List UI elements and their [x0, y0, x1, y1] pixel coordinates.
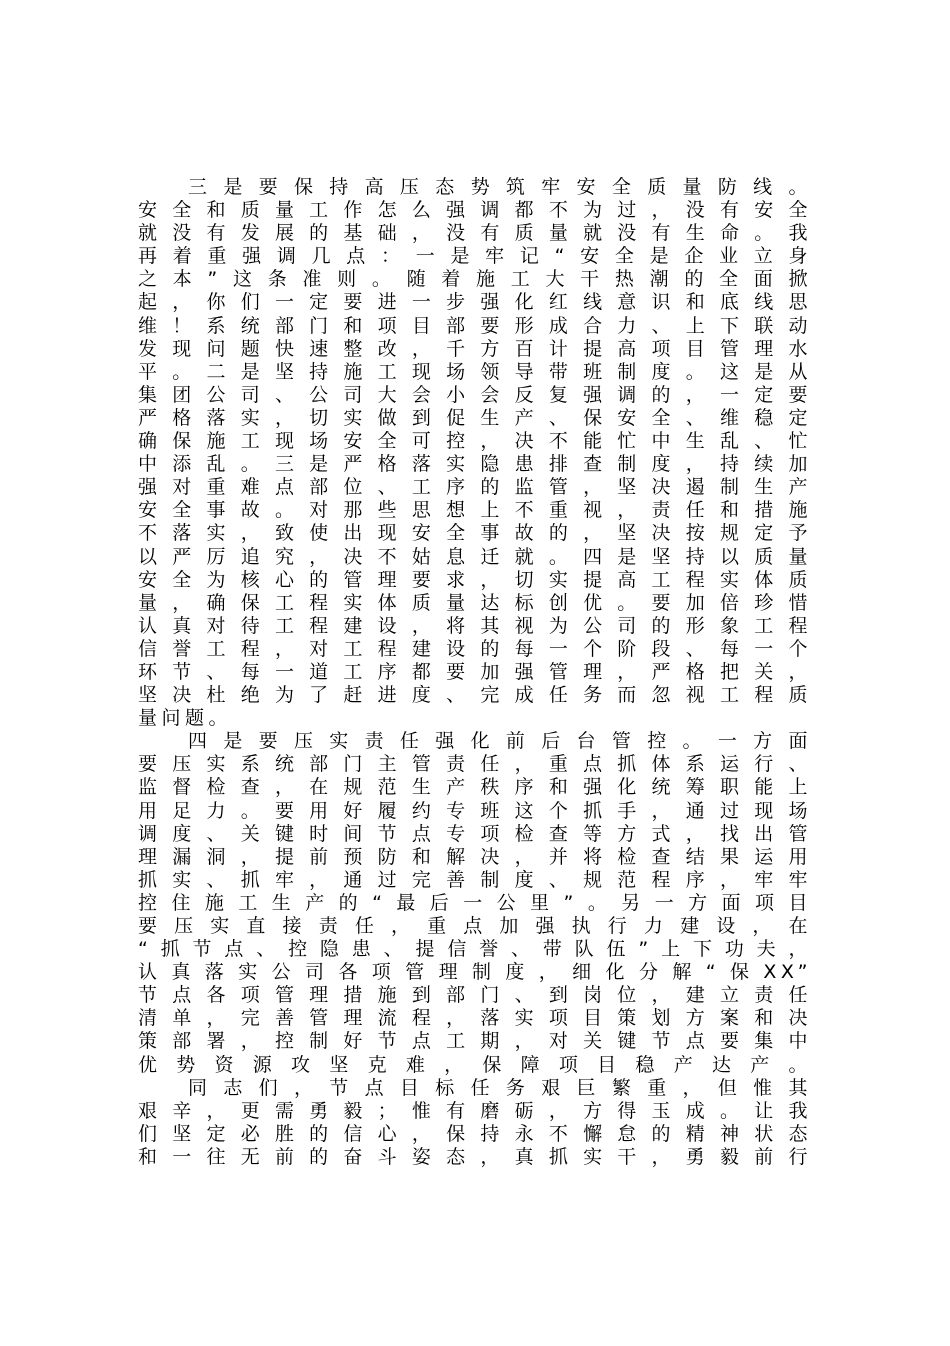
text-line: 和一往无前的奋斗姿态，真抓实干，勇毅前行 — [138, 1145, 812, 1168]
text-line: 之本”这条准则。随着施工大干热潮的全面掀 — [138, 268, 812, 291]
body-text — [138, 176, 812, 1169]
text-line: 发现问题快速整改，千方百计提高项目管理水 — [138, 337, 812, 360]
text-line: 平。二是坚持施工现场领导带班制度。这是从 — [138, 360, 812, 383]
text-line: 三是要保持高压态势筑牢安全质量防线。 — [188, 176, 812, 198]
text-line: 安全事故。对那些思想上不重视，责任和措施 — [138, 499, 812, 522]
text-line: 集团公司、公司大会小会反复强调的，一定要 — [138, 383, 812, 406]
text-line: 再着重强调几点：一是牢记“安全是企业立身 — [138, 245, 812, 268]
text-line: 艰辛，更需勇毅；惟有磨砺，方得玉成。让我 — [138, 1099, 812, 1122]
text-line: 严格落实，切实做到促生产、保安全、维稳定 — [138, 406, 812, 429]
text-line: 控住施工生产的“最后一公里”。另一方面项目 — [138, 891, 812, 914]
text-line: 坚决杜绝为了赶进度、完成任务而忽视工程质 — [138, 684, 812, 707]
text-line: 调度、关键时间节点专项检查等方式，找出管 — [138, 822, 812, 845]
text-line: 监督检查，在规范生产秩序和强化统筹职能上 — [138, 776, 812, 799]
text-line: 清单，完善管理流程，落实项目策划方案和决 — [138, 1007, 812, 1030]
text-line: 们坚定必胜的信心，保持永不懈怠的精神状态 — [138, 1122, 812, 1145]
text-line: “抓节点、控隐患、提信誉、带队伍”上下功夫， — [138, 938, 812, 961]
paragraph — [138, 730, 812, 1076]
paragraph — [138, 1077, 812, 1169]
text-line: 要压实系统部门主管责任，重点抓体系运行、 — [138, 753, 812, 776]
text-line: 不落实，致使出现安全事故的，坚决按规定予 — [138, 522, 812, 545]
text-line: 节点各项管理措施到部门、到岗位，建立责任 — [138, 984, 812, 1007]
text-line: 要压实直接责任，重点加强执行力建设，在 — [138, 915, 812, 937]
text-line: 四是要压实责任强化前后台管控。一方面 — [188, 730, 812, 753]
paragraph — [138, 176, 812, 730]
text-line: 就没有发展的基础，没有质量就没有生命。我 — [138, 222, 812, 245]
text-line: 维！系统部门和项目部要形成合力、上下联动 — [138, 314, 812, 337]
text-line: 量问题。 — [138, 707, 233, 730]
text-line: 信誉工程，对工程建设的每一个阶段、每一个 — [138, 637, 812, 660]
text-line: 量，确保工程实体质量达标创优。要加倍珍惜 — [138, 591, 812, 614]
text-line: 以严厉追究，决不姑息迁就。四是坚持以质量 — [138, 545, 812, 568]
text-line: 优势资源攻坚克难，保障项目稳产达产。 — [138, 1053, 812, 1076]
text-line: 安全为核心的管理要求，切实提高工程实体质 — [138, 568, 812, 591]
text-line: 策部署，控制好节点工期，对关键节点要集中 — [138, 1030, 812, 1053]
text-line: 安全和质量工作怎么强调都不为过，没有安全 — [138, 199, 812, 222]
text-line: 用足力。要用好履约专班这个抓手，通过现场 — [138, 799, 812, 822]
text-line: 理漏洞，提前预防和解决，并将检查结果运用 — [138, 845, 812, 868]
text-line: 中添乱。三是严格落实隐患排查制度，持续加 — [138, 453, 812, 476]
text-line: 强对重难点部位、工序的监管，坚决遏制生产 — [138, 476, 812, 499]
text-line: 环节、每一道工序都要加强管理，严格把关， — [138, 660, 812, 683]
text-line: 起，你们一定要进一步强化红线意识和底线思 — [138, 291, 812, 314]
text-line: 认真对待工程建设，将其视为公司的形象工程 — [138, 614, 812, 637]
text-line: 确保施工现场安全可控，决不能忙中生乱、忙 — [138, 430, 812, 453]
text-line: 认真落实公司各项管理制度，细化分解“保XX” — [138, 961, 812, 984]
text-line: 同志们，节点目标任务艰巨繁重，但惟其 — [188, 1076, 812, 1099]
text-line: 抓实、抓牢，通过完善制度、规范程序，牢牢 — [138, 868, 812, 891]
